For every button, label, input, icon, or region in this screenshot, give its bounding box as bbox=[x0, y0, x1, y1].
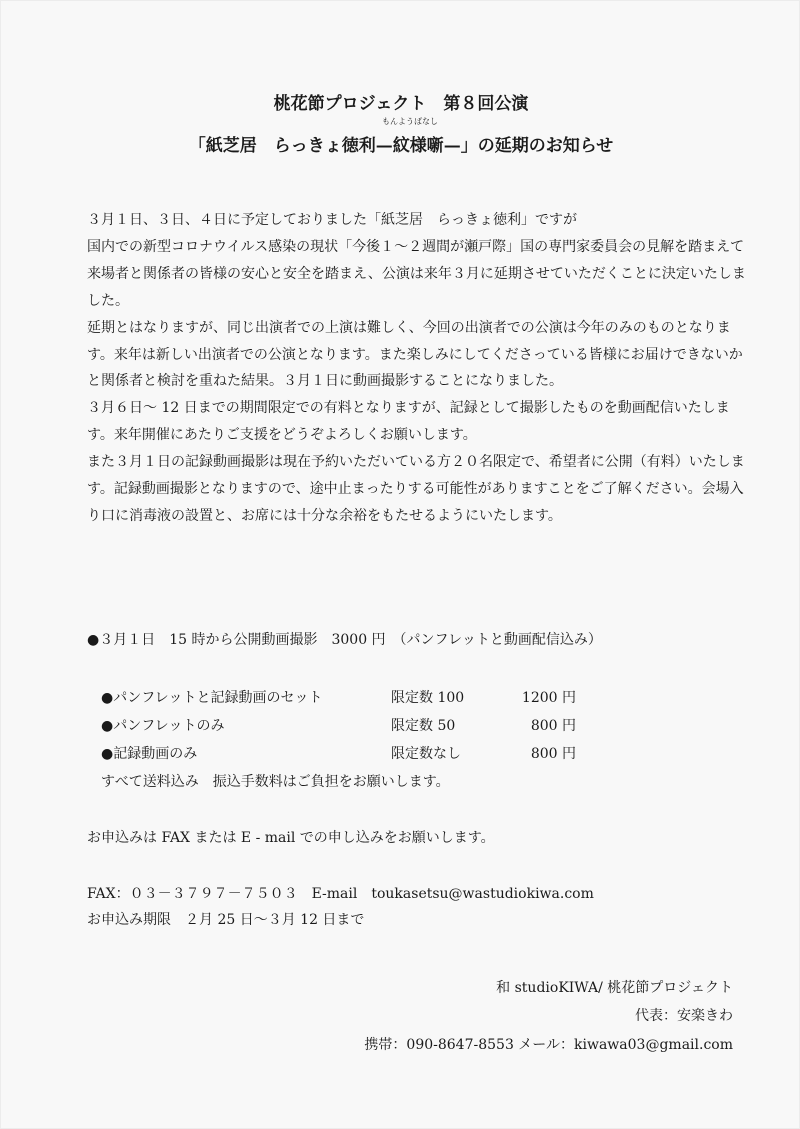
body-paragraph: 延期とはなりますが、同じ出演者での上演は難しく、今回の出演者での公演は今年のみのものとなります。来年は新しい出演者での公演となります。また楽しみにしてくださっている皆様にお届けできないかと関係者と検討を重ねた結果。３月１日に動画撮影することになりました。 bbox=[87, 319, 743, 390]
option-limit: 限定数 50 bbox=[391, 718, 456, 734]
footer-org: 和 studioKIWA/ 桃花節プロジェクト bbox=[496, 980, 733, 996]
body-paragraph: ３月６日〜 12 日までの期間限定での有料となりますが、記録として撮影したものを動画配信いたします。来年開催にあたりご支援をどうぞよろしくお願いします。 bbox=[87, 400, 730, 444]
event-headline: ●３月１日 15 時から公開動画撮影 3000 円 （パンフレットと動画配信込み） bbox=[87, 632, 602, 648]
option-name: ●記録動画のみ bbox=[101, 746, 198, 762]
body-paragraph: また３月１日の記録動画撮影は現在予約いただいている方２０名限定で、希望者に公開（有料）いたします。記録動画撮影となりますので、途中止まったりする可能性がありますことをご了解ください。会場入り口に消毒液の設置と、お席には十分な余裕をもたせるようにいたします。 bbox=[87, 454, 745, 524]
contact-line: FAX：０３－３７９７－７５０３ E-mail toukasetsu@wastudiokiwa.com bbox=[87, 886, 594, 902]
option-name: ●パンフレットと記録動画のセット bbox=[101, 690, 323, 706]
announcement-body bbox=[87, 207, 747, 530]
shipping-note: すべて送料込み 振込手数料はご負担をお願いします。 bbox=[101, 774, 450, 790]
document-title: 桃花節プロジェクト 第８回公演 bbox=[273, 94, 529, 114]
option-name: ●パンフレットのみ bbox=[101, 718, 225, 734]
application-deadline: お申込み期限 ２月 25 日〜３月 12 日まで bbox=[87, 912, 365, 928]
document-subtitle: 「紙芝居 らっきょ徳利—紋様噺—」の延期のお知らせ bbox=[188, 136, 614, 156]
body-paragraph: ３月１日、３日、４日に予定しておりました「紙芝居 らっきょ徳利」ですが bbox=[87, 212, 577, 228]
application-method: お申込みは FAX または E - mail での申し込みをお願いします。 bbox=[87, 830, 495, 846]
option-price: 800 円 bbox=[530, 746, 576, 762]
ruby-reading: もんようばなし bbox=[382, 117, 438, 126]
option-price: 800 円 bbox=[530, 718, 576, 734]
option-limit: 限定数 100 bbox=[391, 690, 465, 706]
body-paragraph: 国内での新型コロナウイルス感染の現状「今後１〜２週間が瀬戸際」国の専門家委員会の見解を踏まえて来場者と関係者の皆様の安心と安全を踏まえ、公演は来年３月に延期させていただくことに決定いたしました。 bbox=[87, 238, 746, 309]
footer-representative: 代表：安楽きわ bbox=[635, 1008, 733, 1024]
option-limit: 限定数なし bbox=[391, 746, 461, 762]
footer-contact: 携帯：090-8647-8553 メール：kiwawa03@gmail.com bbox=[364, 1037, 733, 1053]
option-price: 1200 円 bbox=[521, 690, 576, 706]
